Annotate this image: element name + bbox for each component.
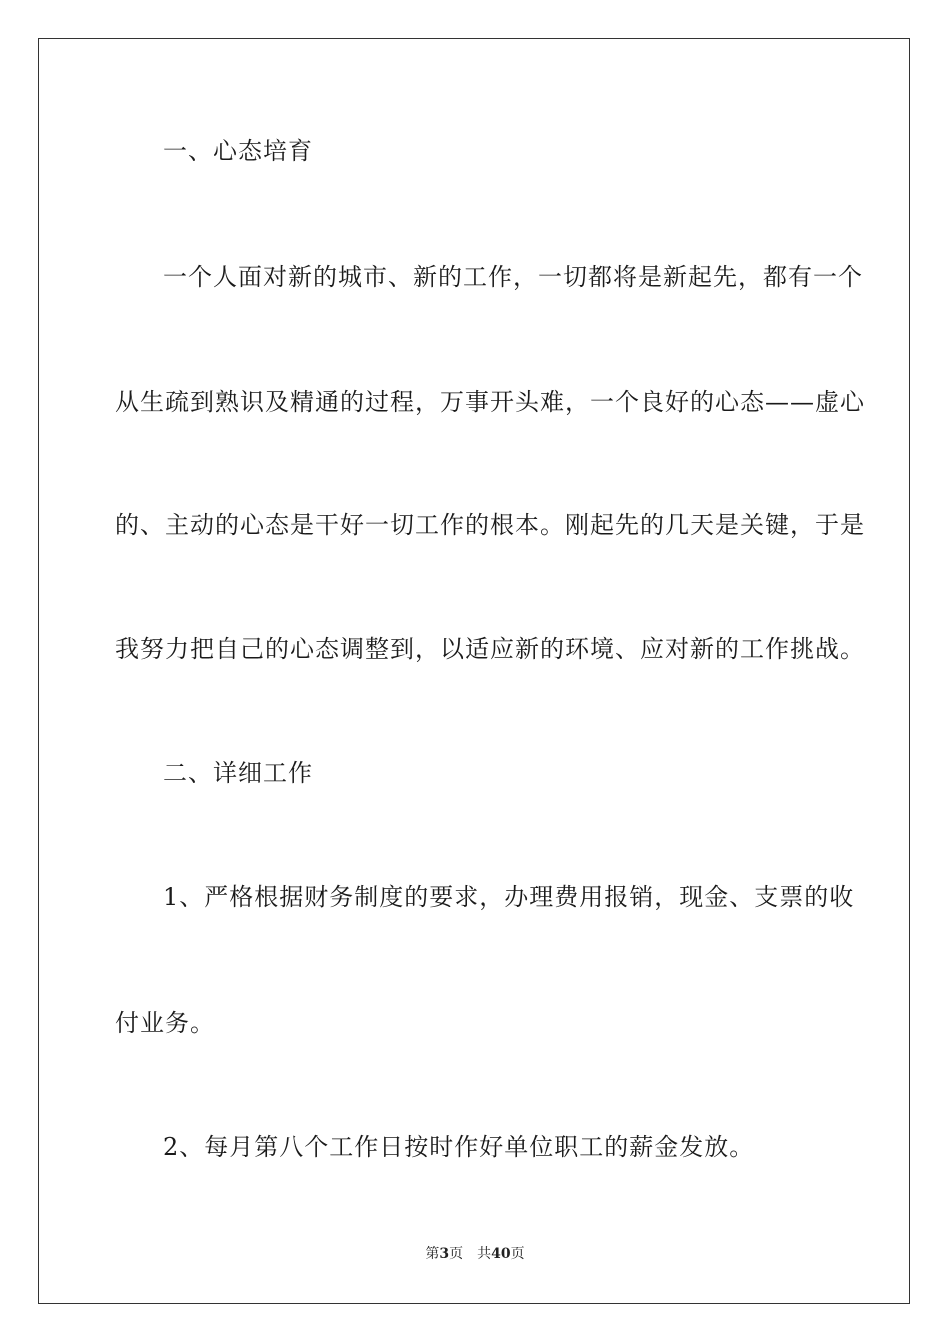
footer-page-prefix: 第 — [425, 1246, 440, 1262]
page-border — [38, 38, 910, 1304]
paragraph-line: 1、严格根据财务制度的要求，办理费用报销，现金、支票的收 — [163, 883, 855, 911]
footer-total-prefix: 共 — [477, 1246, 492, 1262]
paragraph-line: 我努力把自己的心态调整到，以适应新的环境、应对新的工作挑战。 — [115, 635, 865, 663]
paragraph-line: 2、每月第八个工作日按时作好单位职工的薪金发放。 — [163, 1133, 755, 1161]
footer-total-pages: 40 — [491, 1246, 511, 1262]
paragraph-line: 从生疏到熟识及精通的过程，万事开头难，一个良好的心态——虚心 — [115, 388, 865, 416]
paragraph-line: 的、主动的心态是干好一切工作的根本。刚起先的几天是关键，于是 — [115, 511, 865, 539]
page-footer — [0, 1244, 950, 1264]
section-heading-2: 二、详细工作 — [163, 759, 313, 787]
section-heading-1: 一、心态培育 — [163, 137, 313, 165]
paragraph-line: 一个人面对新的城市、新的工作，一切都将是新起先，都有一个 — [163, 263, 863, 291]
footer-page-suffix: 页 — [449, 1246, 464, 1262]
paragraph-line: 付业务。 — [115, 1009, 215, 1037]
footer-page-number: 3 — [439, 1246, 450, 1262]
footer-total-suffix: 页 — [510, 1246, 525, 1262]
